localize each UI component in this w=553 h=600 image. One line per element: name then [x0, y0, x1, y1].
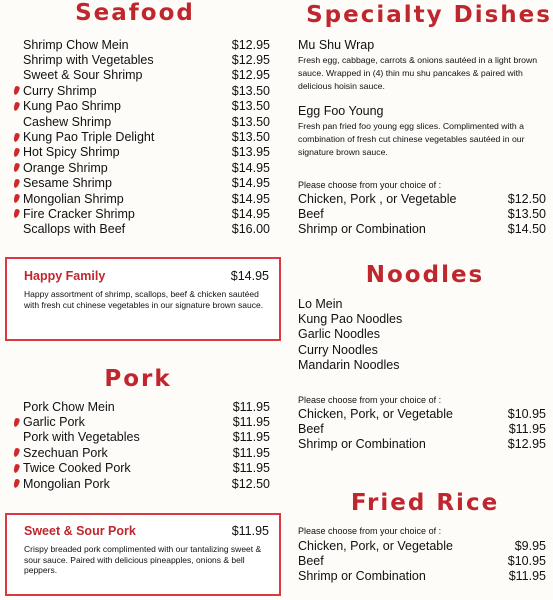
chili-pepper-icon [13, 178, 21, 188]
menu-item-name-wrap [14, 115, 111, 129]
menu-item [14, 206, 270, 221]
fried-rice-title: Fried Rice [350, 490, 500, 516]
sweet-sour-pork-name: Sweet & Sour Pork [24, 524, 136, 538]
chili-pepper-icon [13, 448, 21, 458]
menu-item [14, 461, 270, 476]
menu-item-name: Mongolian Shrimp [23, 191, 124, 206]
menu-item-price: $11.95 [508, 569, 546, 584]
chili-pepper-icon [13, 86, 21, 96]
menu-item-name-wrap [14, 461, 131, 475]
menu-item [14, 399, 270, 414]
menu-item-name-wrap [298, 312, 402, 326]
chili-pepper-icon [13, 132, 21, 142]
menu-item [298, 421, 546, 436]
menu-item-name: Shrimp Chow Mein [23, 37, 129, 52]
menu-item-name-wrap [298, 554, 324, 568]
chili-pepper-icon [13, 463, 21, 473]
menu-item-name-wrap [298, 407, 453, 421]
menu-item [298, 206, 546, 221]
noodles-choose-text: Please choose from your choice of : [298, 395, 442, 405]
noodles-list [298, 296, 538, 373]
menu-item-name-wrap [298, 343, 378, 357]
menu-item [14, 83, 270, 98]
menu-item-price: $13.50 [231, 83, 270, 98]
menu-item [14, 114, 270, 129]
menu-item-name: Shrimp or Combination [298, 437, 426, 452]
specialty-dishes [298, 38, 550, 159]
menu-item-name: Curry Shrimp [23, 83, 97, 98]
sweet-sour-pork-price: $11.95 [231, 524, 269, 538]
menu-item-price: $13.50 [507, 207, 546, 222]
menu-item [298, 538, 546, 553]
menu-item-name-wrap [14, 145, 120, 159]
fried-rice-choose-text: Please choose from your choice of : [298, 526, 442, 536]
menu-item-name-wrap [14, 68, 143, 82]
menu-item [14, 191, 270, 206]
menu-item-price: $11.95 [232, 461, 270, 476]
menu-item-name: Garlic Pork [23, 415, 85, 430]
menu-item-price: $14.95 [231, 191, 270, 206]
menu-item-name: Kung Pao Shrimp [23, 99, 121, 114]
menu-item-name-wrap [14, 161, 108, 175]
menu-item [298, 191, 546, 206]
menu-item-price: $13.50 [231, 99, 270, 114]
menu-item-price: $11.95 [232, 430, 270, 445]
menu-item-name-wrap [298, 192, 456, 206]
menu-item-price: $12.95 [507, 437, 546, 452]
menu-item-price: $12.50 [507, 191, 546, 206]
menu-item [14, 129, 270, 144]
menu-item-name-wrap [298, 327, 380, 341]
menu-item-name-wrap [14, 192, 124, 206]
menu-item [14, 176, 270, 191]
menu-item-name: Kung Pao Noodles [298, 312, 403, 327]
menu-item-name-wrap [14, 222, 125, 236]
menu-item-name-wrap [14, 53, 154, 67]
menu-item-name: Sesame Shrimp [23, 176, 112, 191]
menu-item-price: $14.50 [507, 222, 546, 237]
menu-item-name-wrap [298, 437, 426, 451]
sweet-sour-pork-description: Crispy breaded pork complimented with our tantalizing sweet & sour sauce. Paired with delicious pineapples, onions & bell peppers. [24, 544, 262, 575]
menu-item-name: Mandarin Noodles [298, 358, 400, 373]
menu-item-name: Mongolian Pork [23, 476, 110, 491]
menu-item-price: $12.50 [231, 476, 270, 491]
seafood-title: Seafood [75, 0, 195, 26]
menu-item [14, 52, 270, 67]
menu-item-name: Fire Cracker Shrimp [23, 206, 135, 221]
menu-item [298, 342, 538, 357]
menu-item-price: $10.95 [507, 554, 546, 569]
mu-shu-name: Mu Shu Wrap [298, 38, 375, 52]
menu-item-name: Sweet & Sour Shrimp [23, 68, 143, 83]
menu-item-name: Chicken, Pork , or Vegetable [298, 191, 457, 206]
menu-item [298, 569, 546, 584]
menu-item-name: Scallops with Beef [23, 222, 126, 237]
menu-item-price: $16.00 [231, 222, 270, 237]
menu-item-name: Beef [298, 554, 324, 569]
menu-item [298, 358, 538, 373]
menu-item-name-wrap [14, 477, 110, 491]
menu-item-name: Shrimp or Combination [298, 569, 426, 584]
menu-item [14, 476, 270, 491]
specialty-title: Specialty Dishes [306, 2, 552, 28]
chili-pepper-icon [13, 147, 21, 157]
menu-item-name-wrap [14, 415, 85, 429]
chili-pepper-icon [13, 194, 21, 204]
fried-rice-options [298, 538, 546, 584]
menu-item [298, 406, 546, 421]
menu-item-name-wrap [14, 176, 112, 190]
menu-item-price: $14.95 [231, 176, 270, 191]
menu-item-price: $10.95 [507, 406, 546, 421]
happy-family-box [5, 257, 281, 341]
menu-item [14, 414, 270, 429]
menu-item-price: $11.95 [232, 445, 270, 460]
specialty-choose-text: Please choose from your choice of : [298, 180, 442, 190]
menu-item-name: Curry Noodles [298, 342, 378, 357]
menu-item-name: Chicken, Pork, or Vegetable [298, 538, 453, 553]
chili-pepper-icon [13, 479, 21, 489]
menu-item [14, 37, 270, 52]
menu-item-name: Hot Spicy Shrimp [23, 145, 120, 160]
menu-item-name-wrap [14, 38, 129, 52]
menu-item [298, 437, 546, 452]
pork-list [14, 399, 270, 491]
menu-item-name-wrap [14, 99, 121, 113]
menu-item-price: $13.95 [231, 145, 270, 160]
chili-pepper-icon [13, 163, 21, 173]
menu-item-name-wrap [14, 207, 135, 221]
chili-pepper-icon [13, 101, 21, 111]
menu-item [298, 327, 538, 342]
happy-family-price: $14.95 [230, 269, 269, 283]
menu-item-price: $11.95 [232, 415, 270, 430]
menu-item [14, 145, 270, 160]
menu-item-name: Pork Chow Mein [23, 399, 115, 414]
menu-item-price: $13.50 [231, 130, 270, 145]
menu-item-name-wrap [298, 569, 426, 583]
menu-item [14, 160, 270, 175]
menu-item [14, 222, 270, 237]
egg-foo-young-name: Egg Foo Young [298, 104, 384, 118]
menu-item [298, 311, 538, 326]
menu-item-name: Shrimp with Vegetables [23, 53, 154, 68]
menu-item-name: Lo Mein [298, 296, 343, 311]
menu-item-name-wrap [14, 400, 115, 414]
menu-item-name: Kung Pao Triple Delight [23, 130, 155, 145]
menu-item-name: Pork with Vegetables [23, 430, 140, 445]
menu-item-name: Cashew Shrimp [23, 114, 112, 129]
menu-item [298, 296, 538, 311]
menu-item-name: Orange Shrimp [23, 160, 108, 175]
menu-item-name-wrap [298, 539, 453, 553]
menu-item-name: Szechuan Pork [23, 445, 108, 460]
menu-item-name-wrap [14, 446, 108, 460]
menu-item-name: Garlic Noodles [298, 327, 380, 342]
menu-item-price: $12.95 [231, 37, 270, 52]
menu-item-price: $12.95 [231, 68, 270, 83]
menu-item-name: Chicken, Pork, or Vegetable [298, 406, 453, 421]
menu-item-price: $13.50 [231, 114, 270, 129]
egg-foo-young-description: Fresh pan fried foo young egg slices. Complimented with a combination of fresh cut chinese vegetables sautéed in our signature brown sauce. [298, 121, 525, 157]
menu-item [298, 222, 546, 237]
menu-item-price: $11.95 [232, 399, 270, 414]
menu-item-name-wrap [14, 130, 154, 144]
mu-shu-description: Fresh egg, cabbage, carrots & onions sautéed in a light brown sauce. Wrapped in (4) thin mu shu pancakes & paired with delicious hoisin sauce. [298, 55, 538, 91]
menu-item-price: $12.95 [231, 53, 270, 68]
menu-item-name: Beef [298, 207, 324, 222]
menu-item [14, 430, 270, 445]
noodles-title: Noodles [365, 262, 485, 288]
menu-item-name-wrap [298, 422, 324, 436]
menu-item-price: $14.95 [231, 160, 270, 175]
menu-item [14, 68, 270, 83]
seafood-list [14, 37, 270, 237]
menu-item-name-wrap [298, 358, 399, 372]
happy-family-description: Happy assortment of shrimp, scallops, beef & chicken sautéed with fresh cut chinese vegetables in our signature brown sauce. [24, 289, 264, 310]
chili-pepper-icon [13, 209, 21, 219]
menu-item-name-wrap [14, 84, 97, 98]
sweet-sour-pork-box [5, 513, 281, 596]
menu-item-name-wrap [298, 297, 342, 311]
menu-item [14, 445, 270, 460]
menu-item-name: Shrimp or Combination [298, 222, 426, 237]
menu-item-name-wrap [298, 222, 426, 236]
menu-item-name: Beef [298, 422, 324, 437]
menu-item-name: Twice Cooked Pork [23, 461, 131, 476]
menu-item [298, 553, 546, 568]
menu-item-name-wrap [14, 430, 140, 444]
noodles-options [298, 406, 546, 452]
menu-item [14, 99, 270, 114]
pork-title: Pork [104, 366, 172, 392]
specialty-options [298, 191, 546, 237]
chili-pepper-icon [13, 417, 21, 427]
menu-item-price: $9.95 [514, 538, 546, 553]
menu-item-price: $11.95 [508, 422, 546, 437]
happy-family-name: Happy Family [24, 269, 106, 283]
menu-item-name-wrap [298, 207, 324, 221]
menu-item-price: $14.95 [231, 206, 270, 221]
